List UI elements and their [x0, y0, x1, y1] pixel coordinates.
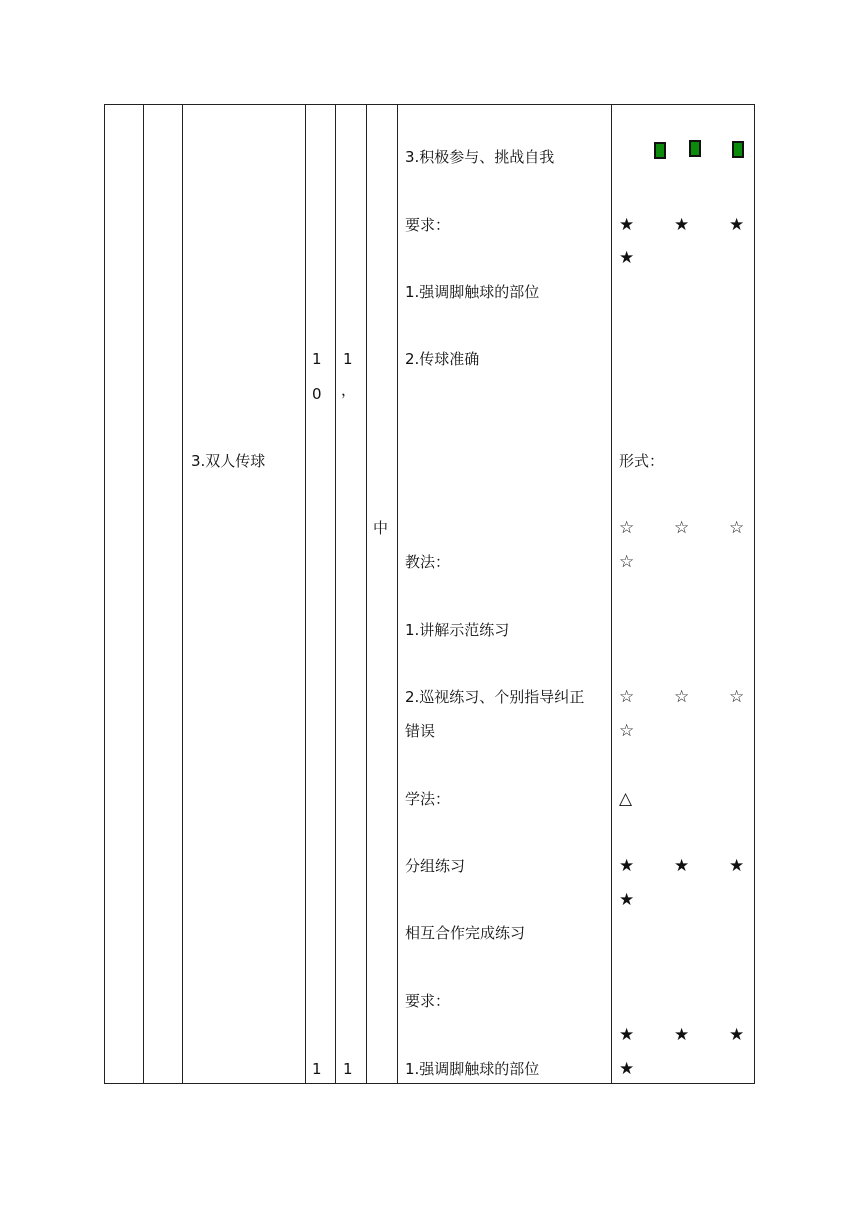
count-digit: 1 — [312, 1060, 322, 1078]
filled-star-icon: ★ — [674, 1025, 690, 1045]
time-digit: 1 — [343, 1060, 353, 1078]
filled-star-icon: ★ — [619, 215, 635, 235]
hollow-star-icon: ☆ — [619, 552, 635, 572]
column-divider — [305, 105, 306, 1083]
hollow-star-icon: ☆ — [619, 721, 635, 741]
filled-star-icon: ★ — [729, 215, 745, 235]
hollow-star-icon: ☆ — [729, 518, 745, 538]
time-unit-mark: ， — [341, 381, 357, 399]
column-divider — [335, 105, 336, 1083]
triangle-icon: △ — [619, 789, 633, 809]
content-line: 教法： — [405, 553, 451, 571]
filled-star-icon: ★ — [674, 856, 690, 876]
practice-item-name: 3.双人传球 — [191, 452, 266, 470]
content-line: 相互合作完成练习 — [405, 924, 526, 942]
filled-star-icon: ★ — [619, 1025, 635, 1045]
content-line: 3.积极参与、挑战自我 — [405, 148, 555, 166]
hollow-star-icon: ☆ — [674, 687, 690, 707]
content-line: 学法： — [405, 790, 451, 808]
hollow-star-icon: ☆ — [619, 687, 635, 707]
column-divider — [143, 105, 144, 1083]
count-digit: 1 — [312, 350, 322, 368]
content-line: 1.强调脚触球的部位 — [405, 1060, 540, 1078]
content-line: 要求： — [405, 216, 451, 234]
filled-star-icon: ★ — [619, 1059, 635, 1079]
content-line: 错误 — [405, 722, 436, 740]
column-divider — [611, 105, 612, 1083]
green-marker-icon — [732, 141, 744, 158]
content-line: 1.讲解示范练习 — [405, 621, 510, 639]
time-digit: 1 — [343, 350, 353, 368]
content-line: 2.巡视练习、个别指导纠正 — [405, 688, 585, 706]
filled-star-icon: ★ — [619, 856, 635, 876]
filled-star-icon: ★ — [619, 248, 635, 268]
filled-star-icon: ★ — [729, 856, 745, 876]
hollow-star-icon: ☆ — [729, 687, 745, 707]
filled-star-icon: ★ — [619, 890, 635, 910]
hollow-star-icon: ☆ — [619, 518, 635, 538]
lesson-plan-table — [104, 104, 755, 1084]
content-line: 分组练习 — [405, 857, 466, 875]
intensity-value: 中 — [373, 519, 389, 537]
filled-star-icon: ★ — [674, 215, 690, 235]
column-divider — [397, 105, 398, 1083]
content-line: 2.传球准确 — [405, 350, 480, 368]
filled-star-icon: ★ — [729, 1025, 745, 1045]
column-divider — [366, 105, 367, 1083]
green-marker-icon — [654, 142, 666, 159]
column-divider — [182, 105, 183, 1083]
count-digit: 0 — [312, 385, 322, 403]
green-marker-icon — [689, 140, 701, 157]
content-line: 要求： — [405, 992, 451, 1010]
hollow-star-icon: ☆ — [674, 518, 690, 538]
content-line: 1.强调脚触球的部位 — [405, 283, 540, 301]
form-label: 形式： — [619, 452, 665, 470]
